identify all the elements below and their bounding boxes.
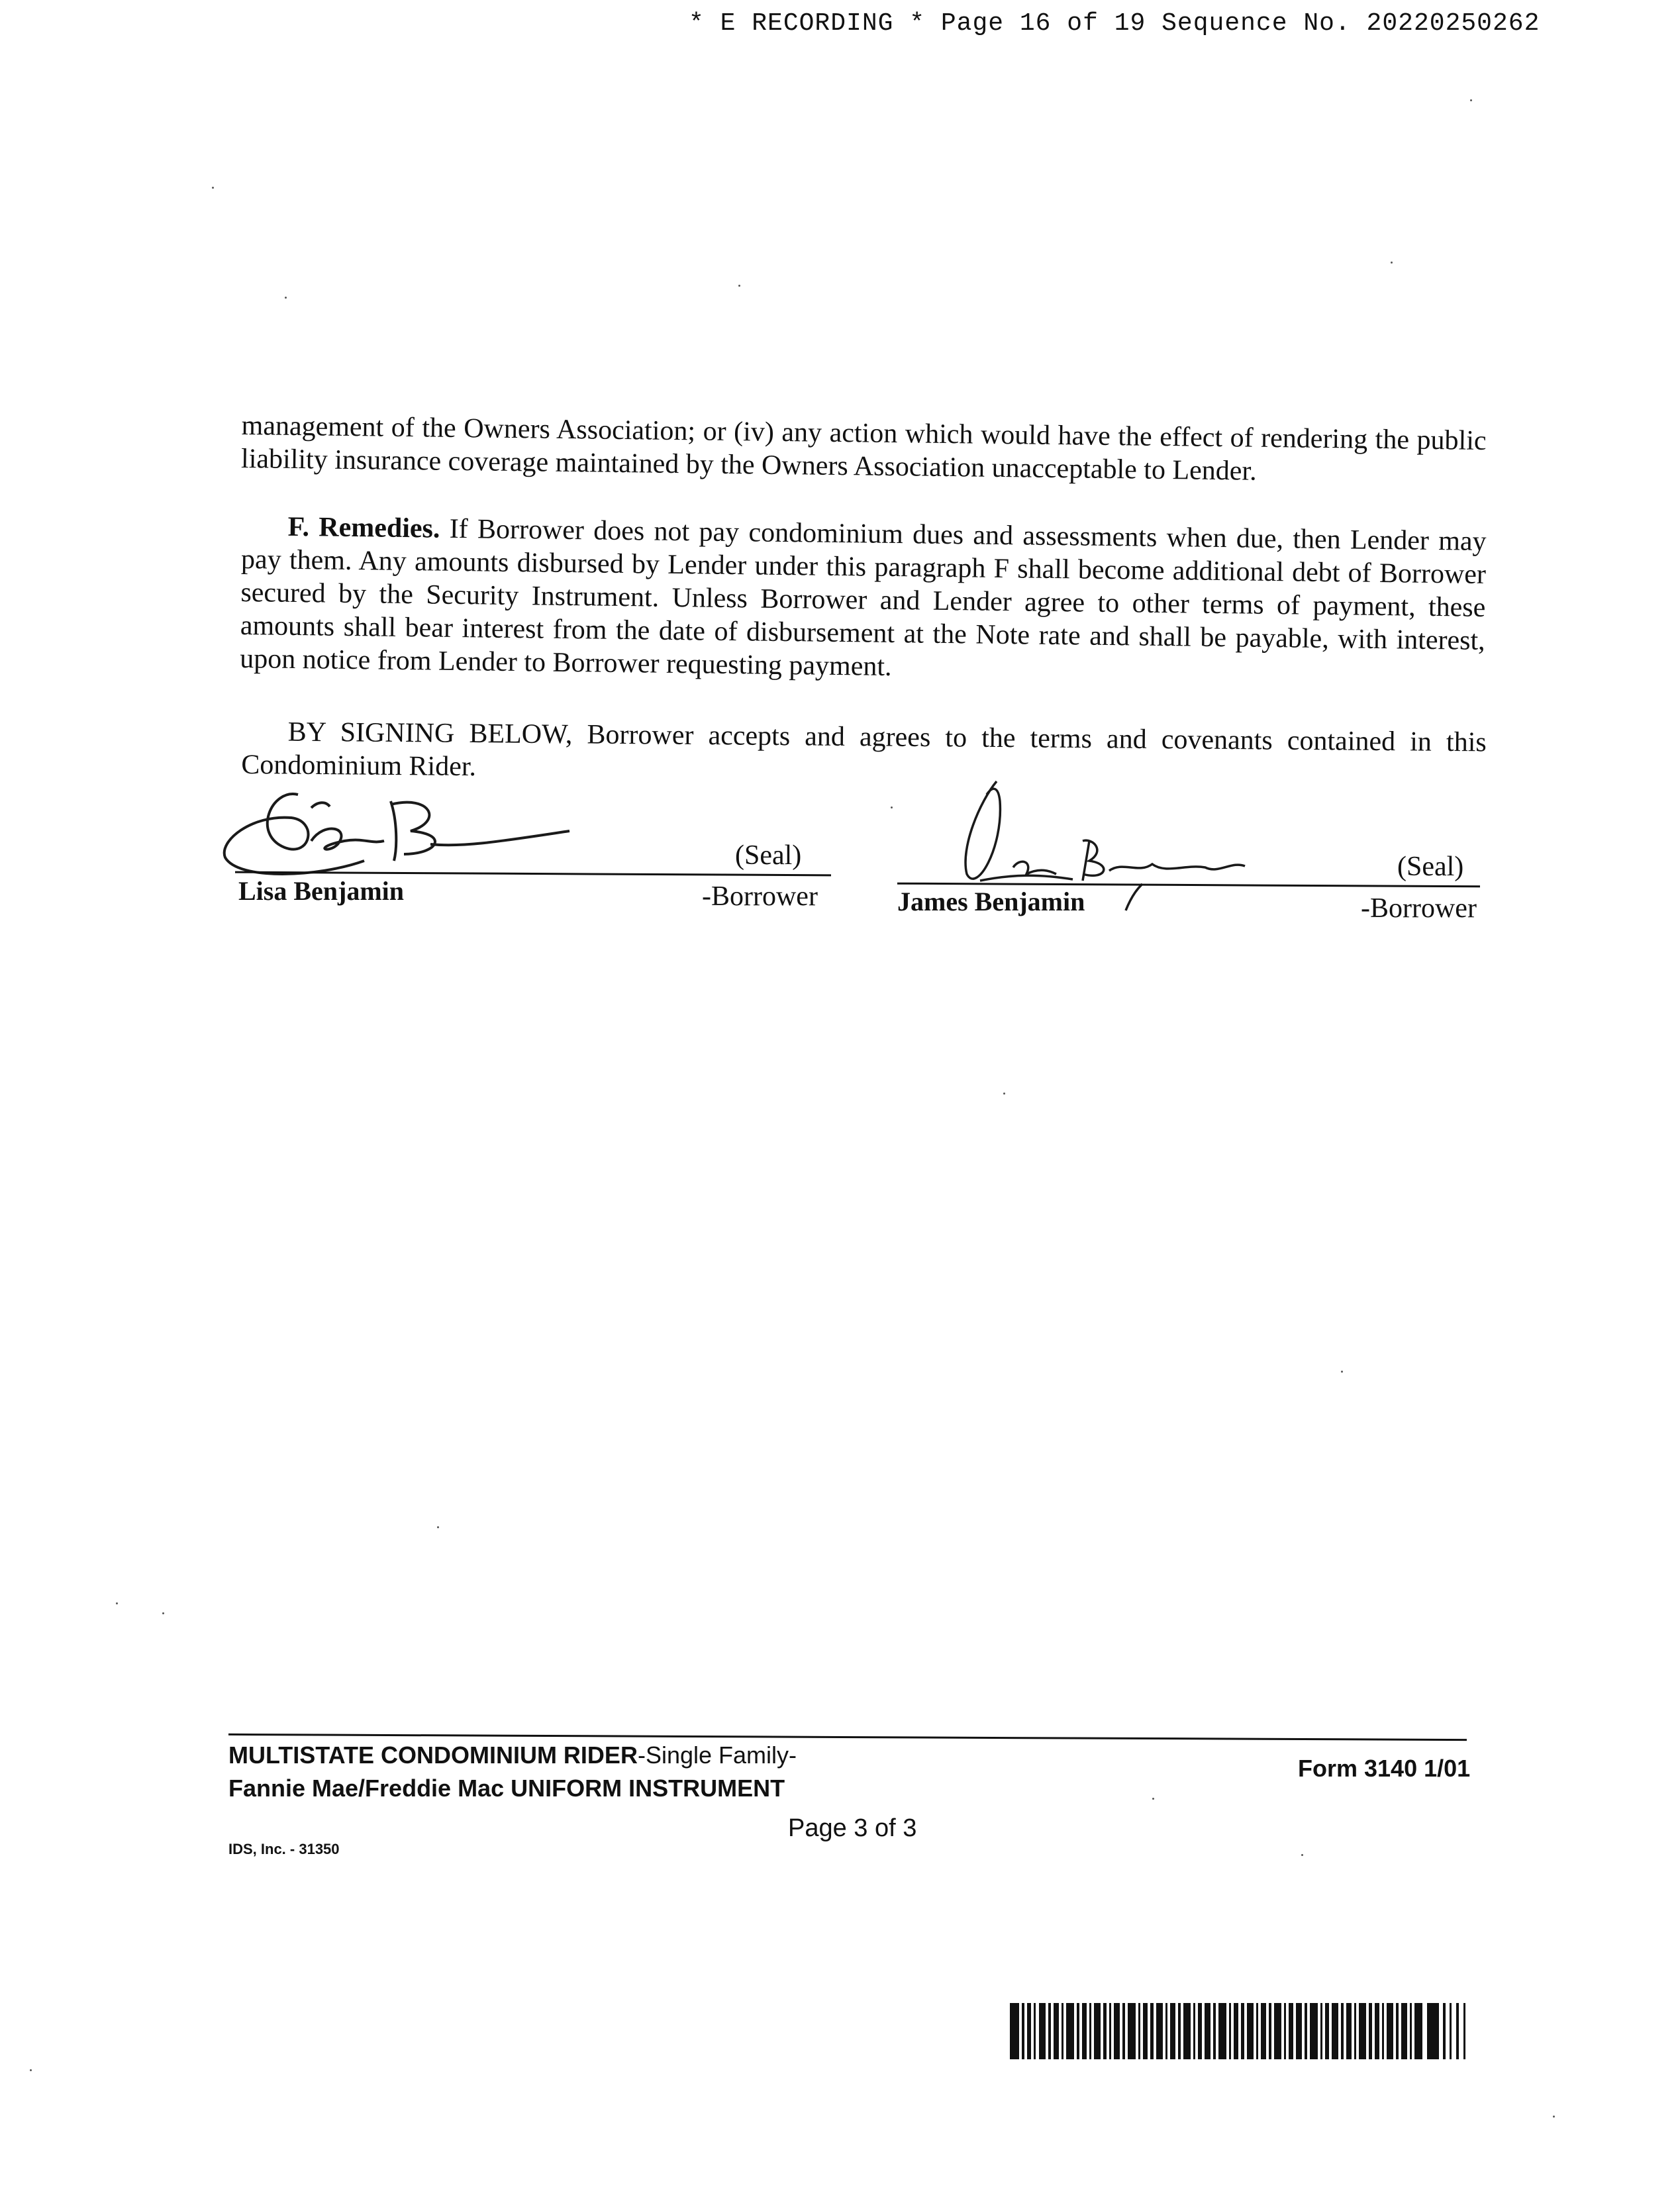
seal-label-james: (Seal) <box>1397 852 1464 882</box>
scan-speck <box>1301 1854 1303 1856</box>
form-number: Form 3140 1/01 <box>1298 1755 1471 1782</box>
scan-speck <box>1003 1093 1005 1095</box>
remedies-heading: F. Remedies. <box>287 511 440 544</box>
scan-speck <box>1152 1798 1154 1800</box>
recording-header: * E RECORDING * Page 16 of 19 Sequence No. 20220250262 <box>689 9 1540 38</box>
scan-speck <box>30 2069 32 2071</box>
scan-speck <box>1391 262 1393 264</box>
scan-speck <box>1553 2116 1555 2118</box>
signer-name-lisa: Lisa Benjamin <box>238 876 405 906</box>
footer-rule <box>228 1734 1467 1741</box>
scan-speck <box>891 806 893 808</box>
vendor-code: IDS, Inc. - 31350 <box>228 1841 340 1857</box>
scan-speck <box>738 285 740 287</box>
remedies-paragraph <box>240 510 1487 691</box>
scan-speck <box>285 297 287 299</box>
seal-label-lisa: (Seal) <box>735 840 802 871</box>
signer-name-james: James Benjamin <box>897 887 1085 916</box>
document-barcode <box>1010 2000 1473 2063</box>
page-number: Page 3 of 3 <box>788 1814 917 1842</box>
scan-speck <box>437 1526 439 1528</box>
continuation-paragraph: management of the Owners Association; or (iv) any action which would have the effect of rendering the public liability insurance coverage maintained by the Owners Association unacceptable to Lender. <box>240 410 1487 487</box>
scan-speck <box>212 187 214 189</box>
remedies-text: If Borrower does not pay condominium dues and assessments when due, then Lender may pay them. Any amounts disbursed by Lender under this paragraph F shall become additional debt of Borrower secured by the Security Instrument. Unless Borrower and Lender agree to other terms of payment, these amounts shall bear interest from the date of disbursement at the Note rate and shall be payable, with interest, upon notice from Lender to Borrower requesting payment. <box>239 513 1487 683</box>
scan-speck <box>1341 1371 1343 1373</box>
footer-form-subtitle: Fannie Mae/Freddie Mac UNIFORM INSTRUMENT <box>228 1775 785 1802</box>
signing-text: BY SIGNING BELOW, Borrower accepts and agrees to the terms and covenants contained in this Condominium Rider. <box>241 716 1487 783</box>
role-label-james: -Borrower <box>1361 893 1477 924</box>
role-label-lisa: -Borrower <box>702 881 818 912</box>
scan-speck <box>1470 99 1472 101</box>
signing-paragraph <box>241 715 1487 792</box>
scan-speck <box>116 1602 118 1604</box>
footer-form-title: MULTISTATE CONDOMINIUM RIDER-Single Family- <box>228 1741 797 1769</box>
scan-speck <box>162 1612 164 1614</box>
